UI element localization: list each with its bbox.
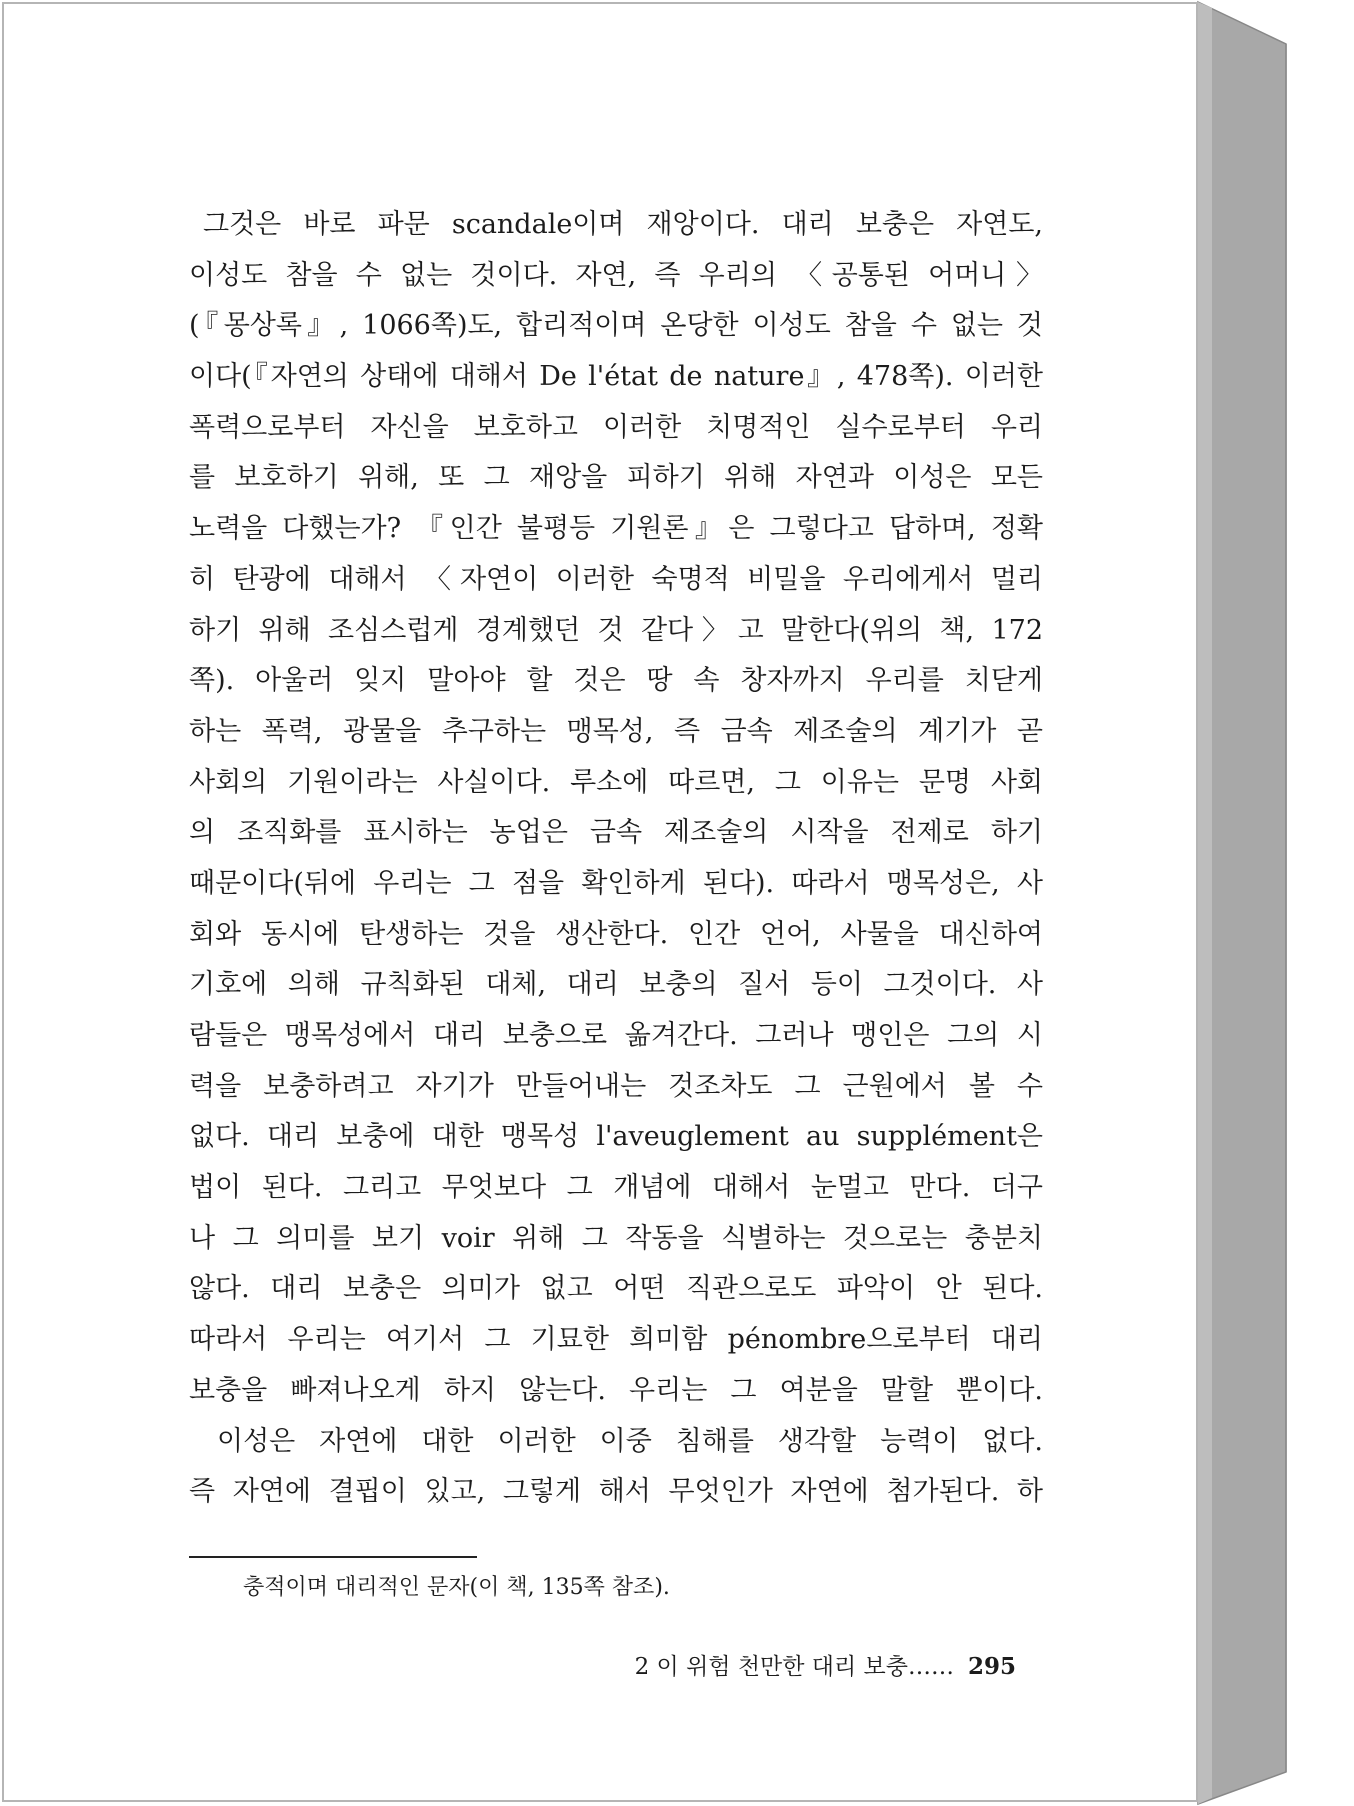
text-line: 따라서 우리는 여기서 그 기묘한 희미함 pénombre으로부터 대리 xyxy=(189,1324,1043,1356)
body-text xyxy=(189,200,1043,1518)
text-line: 기호에 의해 규칙화된 대체, 대리 보충의 질서 등이 그것이다. 사 xyxy=(189,969,1043,1001)
text-line: 그것은 바로 파문 scandale이며 재앙이다. 대리 보충은 자연도, xyxy=(203,209,1043,240)
text-line: 나 그 의미를 보기 voir 위해 그 작동을 식별하는 것으로는 충분치 xyxy=(189,1222,1043,1254)
running-title: 2 이 위험 천만한 대리 보충…… xyxy=(634,1654,954,1680)
text-line: (『몽상록』, 1066쪽)도, 합리적이며 온당한 이성도 참을 수 없는 것 xyxy=(189,310,1043,342)
text-line: 이성은 자연에 대한 이러한 이중 침해를 생각할 능력이 없다. xyxy=(217,1425,1043,1457)
text-line: 없다. 대리 보충에 대한 맹목성 l'aveuglement au supplément은 xyxy=(189,1121,1043,1153)
text-line: 때문이다(뒤에 우리는 그 점을 확인하게 된다). 따라서 맹목성은, 사 xyxy=(189,867,1043,899)
text-line: 이성도 참을 수 없는 것이다. 자연, 즉 우리의 〈공통된 어머니〉 xyxy=(189,259,1043,291)
text-line: 법이 된다. 그리고 무엇보다 그 개념에 대해서 눈멀고 만다. 더구 xyxy=(189,1172,1043,1204)
text-line: 회와 동시에 탄생하는 것을 생산한다. 인간 언어, 사물을 대신하여 xyxy=(189,918,1043,950)
text-line: 하는 폭력, 광물을 추구하는 맹목성, 즉 금속 제조술의 계기가 곧 xyxy=(189,715,1043,747)
text-line: 의 조직화를 표시하는 농업은 금속 제조술의 시작을 전제로 하기 xyxy=(189,817,1043,849)
page-number: 295 xyxy=(967,1653,1016,1680)
footnote-rule xyxy=(189,1556,477,1558)
text-line: 력을 보충하려고 자기가 만들어내는 것조차도 그 근원에서 볼 수 xyxy=(189,1070,1043,1102)
text-line: 노력을 다했는가? 『인간 불평등 기원론』은 그렇다고 답하며, 정확 xyxy=(189,513,1043,545)
text-line: 하기 위해 조심스럽게 경계했던 것 같다〉고 말한다(위의 책, 172 xyxy=(189,614,1043,646)
text-line: 히 탄광에 대해서 〈자연이 이러한 숙명적 비밀을 우리에게서 멀리 xyxy=(189,563,1043,595)
footnote: 충적이며 대리적인 문자(이 책, 135쪽 참조). xyxy=(243,1575,670,1600)
text-line: 를 보호하기 위해, 또 그 재앙을 피하기 위해 자연과 이성은 모든 xyxy=(189,462,1043,494)
text-line: 이다(『자연의 상태에 대해서 De l'état de nature』, 478쪽). 이러한 xyxy=(189,361,1043,393)
text-line: 사회의 기원이라는 사실이다. 루소에 따르면, 그 이유는 문명 사회 xyxy=(189,766,1043,798)
text-line: 않다. 대리 보충은 의미가 없고 어떤 직관으로도 파악이 안 된다. xyxy=(189,1273,1043,1305)
text-line: 폭력으로부터 자신을 보호하고 이러한 치명적인 실수로부터 우리 xyxy=(189,411,1043,443)
running-footer xyxy=(600,1648,1016,1681)
text-line: 즉 자연에 결핍이 있고, 그렇게 해서 무엇인가 자연에 첨가된다. 하 xyxy=(189,1476,1043,1508)
text-line: 보충을 빠져나오게 하지 않는다. 우리는 그 여분을 말할 뿐이다. xyxy=(189,1374,1043,1406)
text-line: 쪽). 아울러 잊지 말아야 할 것은 땅 속 창자까지 우리를 치닫게 xyxy=(189,665,1043,697)
text-line: 람들은 맹목성에서 대리 보충으로 옮겨간다. 그러나 맹인은 그의 시 xyxy=(189,1020,1043,1051)
